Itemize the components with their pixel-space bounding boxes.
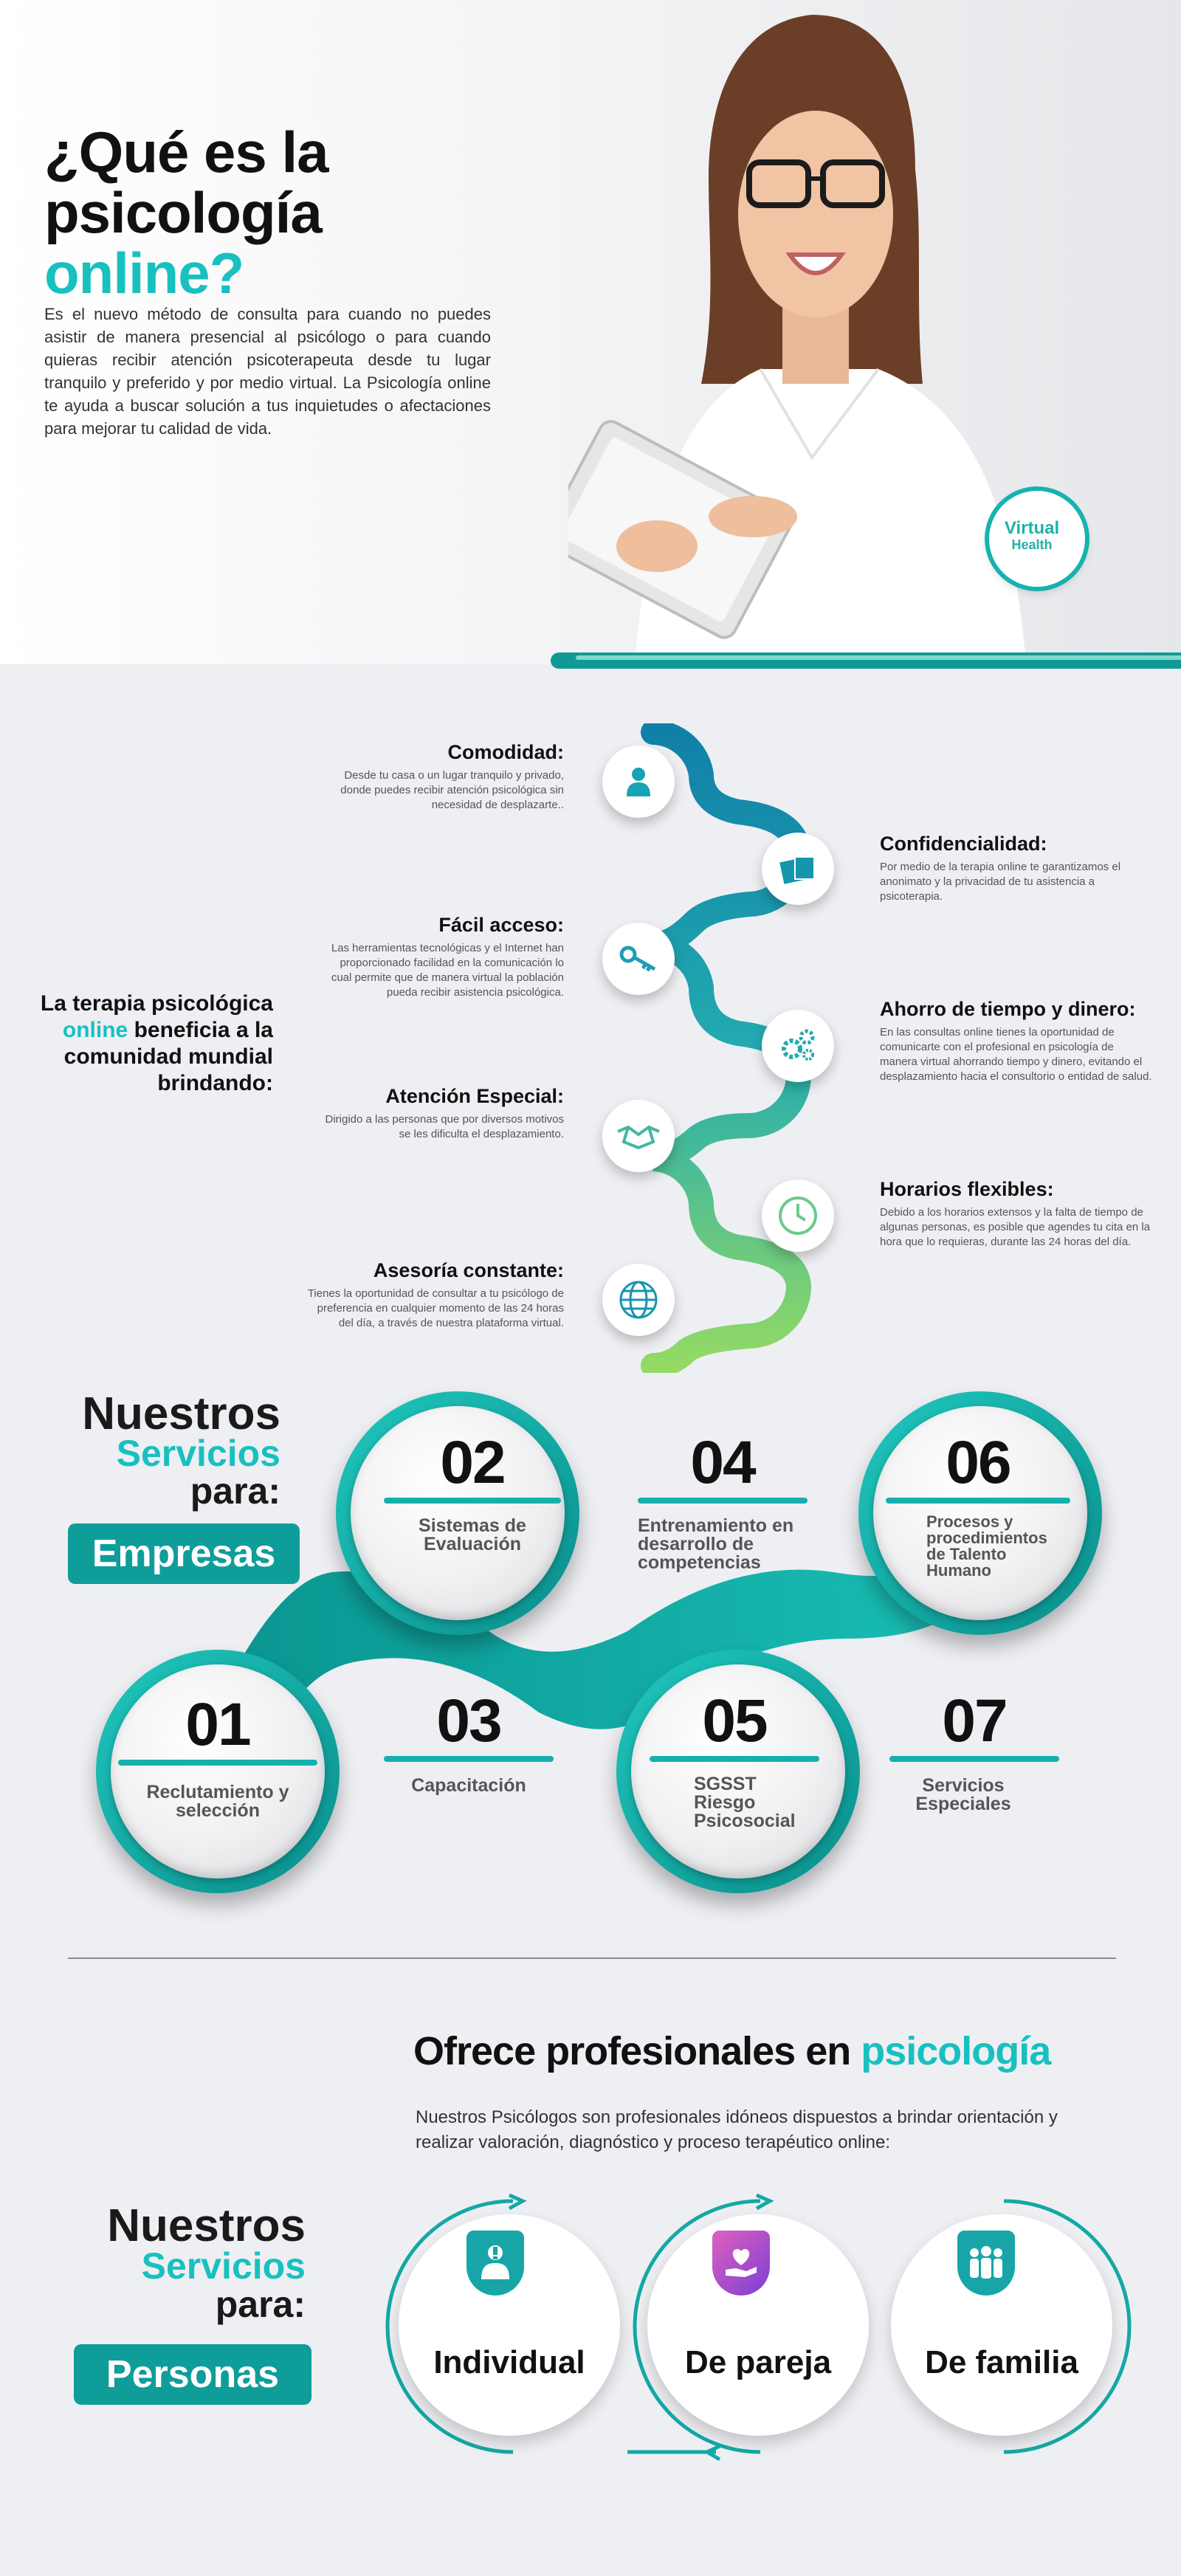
service-number: 02	[440, 1429, 505, 1496]
service-label: Reclutamiento y selección	[146, 1782, 289, 1821]
service-number-bar	[384, 1498, 561, 1504]
profesionales-description: Nuestros Psicólogos son profesionales idóneos dispuestos a brindar orientación y realizar valoración, diagnóstico y proceso terapéutico online:	[416, 2107, 1058, 2152]
benefit-text: Por medio de la terapia online te garantizamos el anonimato y la privacidad de tu asistencia a psicoterapia.	[880, 861, 1121, 903]
service-04	[638, 1428, 808, 1572]
benefit-text: Desde tu casa o un lugar tranquilo y privado, donde puedes recibir atención psicológica sin necesidad de desplazarte..	[340, 769, 564, 811]
handshake-icon	[616, 1121, 661, 1151]
service-number-bar	[650, 1756, 819, 1762]
personas-label-pareja: De pareja	[684, 2344, 832, 2380]
personas-label-familia: De familia	[925, 2344, 1078, 2380]
heading-line-3: para:	[215, 2284, 306, 2325]
service-label: SGSST Riesgo Psicosocial	[694, 1774, 796, 1831]
personas-heading	[44, 2200, 306, 2325]
benefit-facil-acceso	[320, 914, 564, 1000]
service-label: Procesos y procedimientos de Talento Humano	[926, 1512, 1047, 1580]
benefit-text: Debido a los horarios extensos y la falta de tiempo de algunas personas, es posible que agendes tu cita en la hora que lo requieras, durante las 24 horas del día.	[880, 1206, 1151, 1248]
heart-hand-icon	[712, 2231, 770, 2296]
service-number: 03	[436, 1687, 501, 1754]
service-number: 04	[690, 1429, 755, 1496]
logo-text-2: Health	[1011, 537, 1053, 552]
service-number-bar	[118, 1760, 317, 1766]
service-number: 07	[942, 1687, 1007, 1754]
title-pre: Ofrece profesionales en	[413, 2029, 851, 2073]
clock-icon	[777, 1195, 819, 1236]
heading-line-2: Servicios	[116, 1433, 280, 1474]
benefit-circle-ahorro	[762, 1010, 834, 1082]
person-icon	[621, 764, 656, 799]
heading-line-3: para:	[190, 1470, 280, 1512]
benefit-horarios	[880, 1178, 1153, 1250]
benefit-title: Comodidad:	[447, 741, 564, 763]
benefit-title: Ahorro de tiempo y dinero:	[880, 998, 1136, 1020]
heading-highlight: online	[62, 1018, 128, 1042]
hero-accent-bar-light	[576, 655, 1181, 660]
person-alert-icon	[466, 2231, 524, 2296]
service-02	[384, 1428, 561, 1554]
benefit-title: Horarios flexibles:	[880, 1178, 1054, 1200]
benefit-text: Tienes la oportunidad de consultar a tu psicólogo de preferencia en cualquier momento de las 24 horas del día, a través de nuestra plataforma virtual.	[307, 1287, 564, 1329]
title-line-1: ¿Qué es la psicología	[44, 120, 328, 245]
globe-icon	[618, 1279, 659, 1320]
service-number-bar	[889, 1756, 1059, 1762]
title-highlight: psicología	[861, 2029, 1051, 2073]
benefit-asesoria	[303, 1259, 564, 1331]
service-07	[889, 1687, 1059, 1814]
benefit-title: Confidencialidad:	[880, 833, 1047, 855]
benefit-title: Fácil acceso:	[438, 914, 564, 936]
heading-line-1: Nuestros	[82, 1388, 280, 1439]
benefit-atencion	[320, 1085, 564, 1142]
benefit-circle-asesoria	[602, 1264, 675, 1336]
benefit-circle-atencion	[602, 1100, 675, 1172]
benefit-title: Asesoría constante:	[373, 1259, 564, 1281]
benefit-text: Las herramientas tecnológicas y el Internet han proporcionado facilidad en la comunicación lo cual permite que de manera virtual la población pueda recibir asistencia psicológica.	[331, 942, 564, 999]
benefit-circle-facil-acceso	[602, 923, 675, 995]
documents-icon	[777, 851, 819, 886]
service-number-bar	[384, 1756, 554, 1762]
family-icon	[957, 2231, 1015, 2296]
title-line-2: online?	[44, 241, 244, 306]
benefit-circle-horarios	[762, 1179, 834, 1252]
benefit-circle-confidencialidad	[762, 833, 834, 905]
service-number: 05	[702, 1687, 767, 1754]
service-06	[886, 1428, 1070, 1579]
personas-label-individual: Individual	[433, 2344, 585, 2380]
service-label: Sistemas de Evaluación	[419, 1515, 526, 1554]
heading-line-1: Nuestros	[107, 2200, 306, 2251]
personas-pill: Personas	[74, 2344, 311, 2405]
service-01	[118, 1690, 317, 1820]
benefit-title: Atención Especial:	[385, 1085, 564, 1107]
profesionales-title	[413, 2028, 1151, 2074]
key-icon	[619, 944, 658, 974]
section-divider	[68, 1957, 1116, 1959]
benefit-confidencialidad	[880, 833, 1153, 904]
service-03	[384, 1687, 554, 1795]
heading-post: beneficia a la comunidad mundial brindando:	[63, 1018, 273, 1095]
gears-icon	[777, 1025, 819, 1067]
benefit-ahorro	[880, 998, 1153, 1084]
service-label: Capacitación	[411, 1775, 526, 1796]
service-number: 06	[946, 1429, 1010, 1496]
logo-text-1: Virtual	[1004, 518, 1060, 538]
service-label: Entrenamiento en desarrollo de competencias	[638, 1515, 794, 1573]
benefits-heading	[22, 991, 273, 1097]
service-number: 01	[185, 1691, 250, 1758]
benefit-text: En las consultas online tienes la oportunidad de comunicarte con el profesional en psicología de manera virtual ahorrando tiempo y dinero, evitando el desplazamiento hacia el consultorio o entidad de salud.	[880, 1026, 1152, 1083]
heading-pre: La terapia psicológica	[40, 991, 273, 1016]
heading-line-2: Servicios	[141, 2245, 306, 2287]
service-label: Servicios Especiales	[915, 1775, 1011, 1814]
benefit-text: Dirigido a las personas que por diversos motivos se les dificulta el desplazamiento.	[325, 1113, 564, 1140]
hero-description: Es el nuevo método de consulta para cuando no puedes asistir de manera presencial al psicólogo o para cuando quieras recibir atención psicoterapeuta desde tu lugar tranquilo y preferido y por medio virtual. La Psicología online te ayuda a buscar solución a tus inquietudes o afectaciones para mejorar tu calidad de vida.	[44, 305, 491, 438]
service-number-bar	[638, 1498, 808, 1504]
service-number-bar	[886, 1498, 1070, 1504]
page-title	[44, 120, 620, 306]
service-05	[650, 1687, 819, 1831]
benefit-comodidad	[320, 741, 564, 813]
benefit-circle-comodidad	[602, 745, 675, 818]
empresas-pill: Empresas	[68, 1523, 300, 1584]
